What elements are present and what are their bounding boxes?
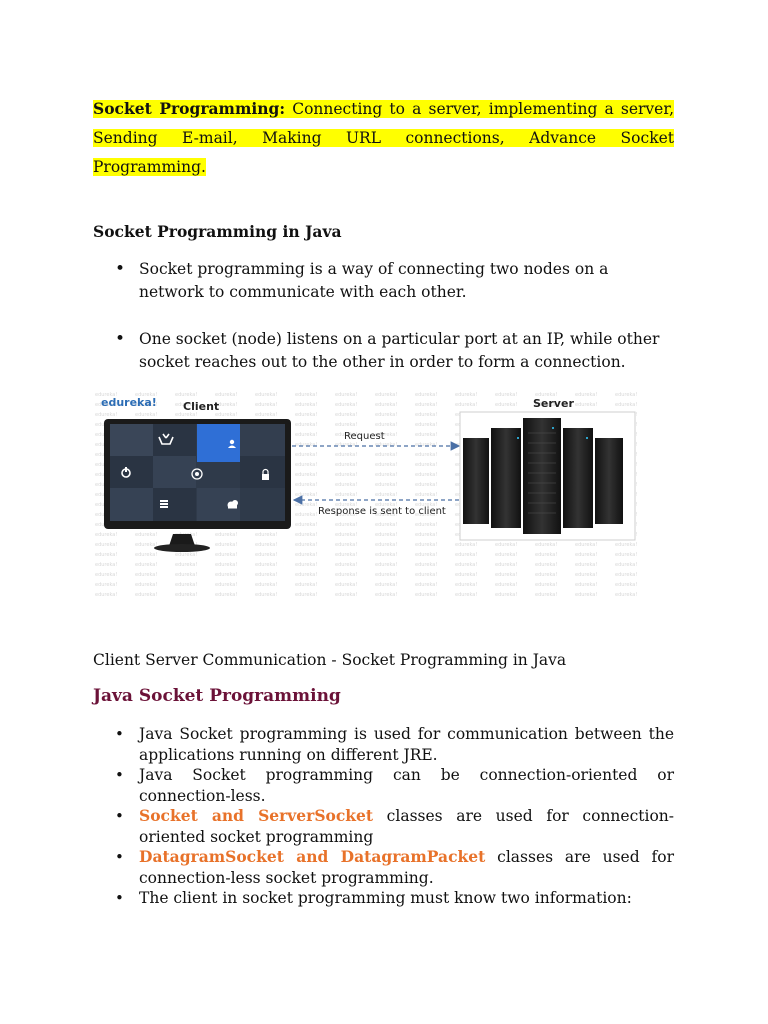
intro-label: Socket Programming: xyxy=(93,99,286,118)
request-label: Request xyxy=(344,431,385,442)
highlight-class-names: DatagramSocket and DatagramPacket xyxy=(139,847,486,866)
list-item: • The client in socket programming must know two information: xyxy=(93,888,674,909)
list-item-text: classes are used for connection-less socket programming. xyxy=(139,848,674,887)
bullet-list-intro xyxy=(93,258,674,398)
client-label: Client xyxy=(183,400,220,413)
list-item: • Java Socket programming is used for communication between the applications running on different JRE. xyxy=(93,724,674,765)
figure-caption: Client Server Communication - Socket Programming in Java xyxy=(93,651,567,669)
database-icon xyxy=(160,500,168,508)
list-item-text: classes are used for connection-oriented socket programming xyxy=(139,807,674,846)
section-heading-java-socket-programming: Java Socket Programming xyxy=(93,686,341,706)
list-item: • One socket (node) listens on a particular port at an IP, while other socket reaches out to the other in order to form a connection. xyxy=(93,328,674,374)
server-label: Server xyxy=(533,397,574,410)
list-item: • Java Socket programming can be connection-oriented or connection-less. xyxy=(93,765,674,806)
client-server-diagram xyxy=(93,388,639,602)
list-item xyxy=(93,806,674,847)
intro-text: Connecting to a server, implementing a server, Sending E-mail, Making URL connections, Advance Socket Programming. xyxy=(93,100,674,176)
section-heading-socket-java: Socket Programming in Java xyxy=(93,222,342,241)
bullet-list-java-socket xyxy=(93,724,674,909)
intro-paragraph xyxy=(93,94,674,182)
server-rack-image xyxy=(460,412,635,540)
highlight-class-names: Socket and ServerSocket xyxy=(139,806,374,825)
response-label: Response is sent to client xyxy=(318,506,446,517)
list-item xyxy=(93,847,674,888)
list-item: • Socket programming is a way of connecting two nodes on a network to communicate with each other. xyxy=(93,258,674,304)
edureka-logo: edureka! xyxy=(101,396,157,409)
